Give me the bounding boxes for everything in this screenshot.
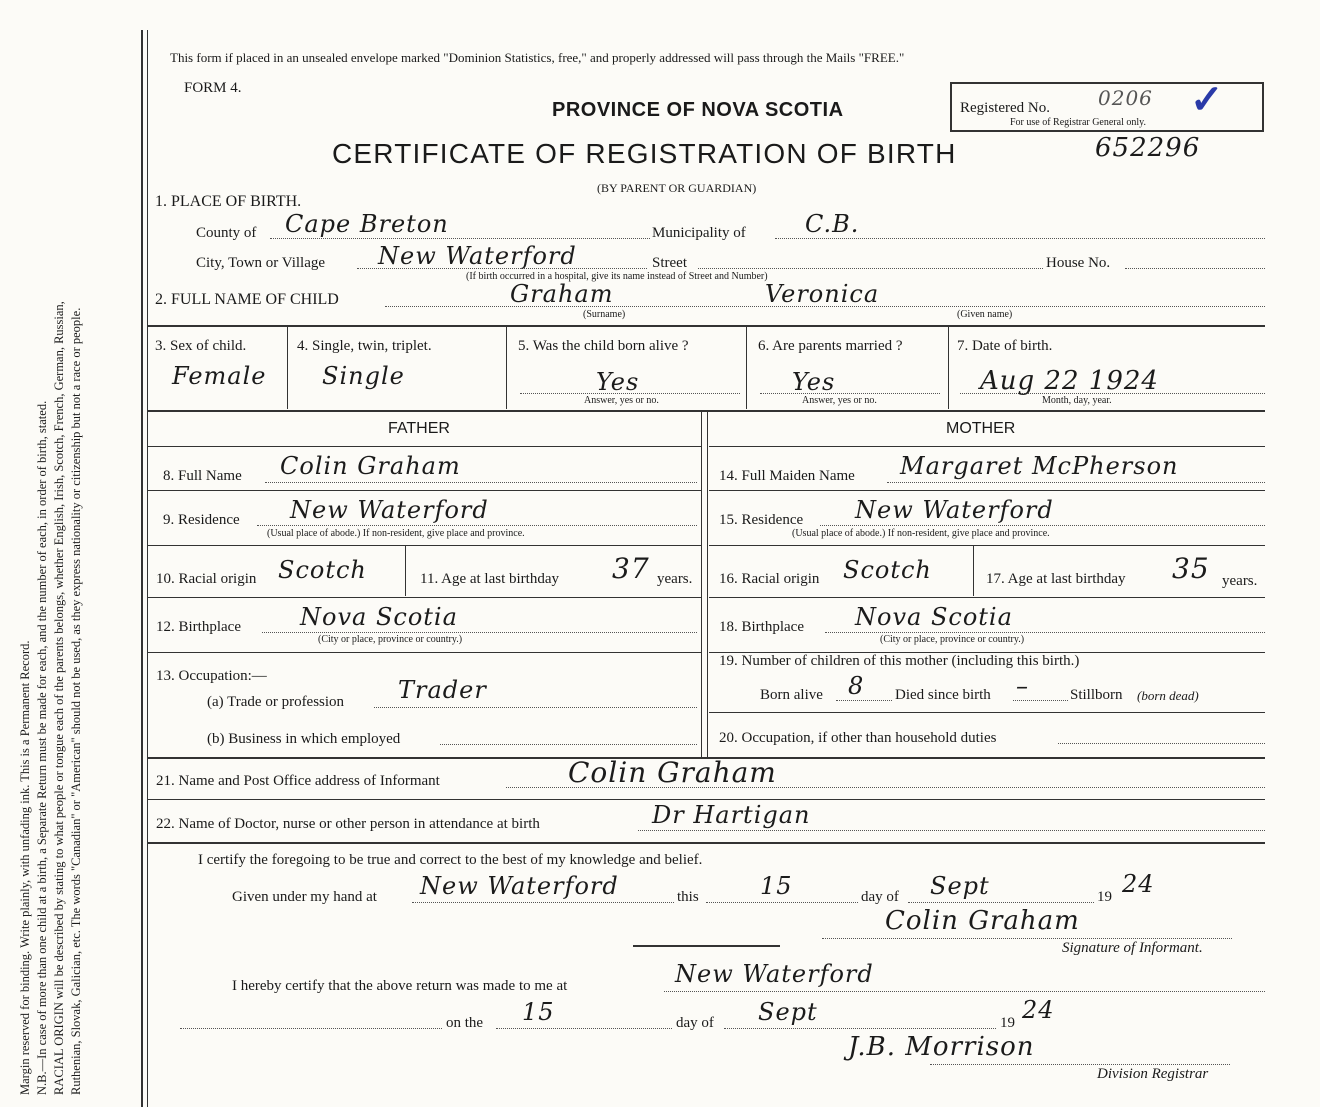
registrar-day-line [496, 1028, 672, 1029]
county-value: Cape Breton [285, 210, 449, 238]
dob-label: 7. Date of birth. [957, 338, 1053, 354]
mother-residence-label: 15. Residence [719, 512, 804, 528]
margin-note: Ruthenian, Slovak, Galician, etc. The words "Canadian" or "American" should not be used, as they express nationality or citizenship but not a race or people. [69, 307, 83, 1095]
divider [709, 490, 1265, 491]
page-subtitle: (BY PARENT OR GUARDIAN) [597, 181, 757, 195]
signature-label: Signature of Informant. [1062, 940, 1203, 956]
day-of-label: day of [861, 889, 899, 905]
sex-value: Female [172, 362, 267, 390]
registrar-certify-text: I hereby certify that the above return was made to me at [232, 978, 568, 994]
cell-divider [948, 327, 949, 409]
child-surname: Graham [510, 280, 614, 308]
left-border [141, 30, 143, 1107]
cell-divider [973, 546, 974, 596]
margin-note: N.B.—In case of more than one child at a birth, a Separate Return must be made for each, and the number of each, in order of birth, stated. [35, 400, 49, 1095]
city-value: New Waterford [378, 242, 577, 270]
father-name-line [265, 482, 697, 483]
informant-signature: Colin Graham [885, 906, 1080, 936]
mother-name-line [887, 482, 1265, 483]
married-value: Yes [792, 368, 836, 396]
mother-birthplace-label: 18. Birthplace [719, 619, 804, 635]
mother-race-label: 16. Racial origin [719, 571, 820, 587]
alive-label: 5. Was the child born alive ? [518, 338, 689, 354]
father-residence-note: (Usual place of abode.) If non-resident, give place and province. [267, 528, 525, 539]
given-note: (Given name) [957, 309, 1013, 320]
street-line [698, 268, 1043, 269]
single-value: Single [322, 362, 405, 390]
informant-label: 21. Name and Post Office address of Informant [156, 773, 440, 789]
margin-note: Margin reserved for binding. Write plainly, with unfading ink. This is a Permanent Record. [18, 640, 32, 1095]
died-label: Died since birth [895, 687, 991, 703]
registrar-day-of-label: day of [676, 1015, 714, 1031]
mail-note: This form if placed in an unsealed envelope marked "Dominion Statistics, free," and properly addressed will pass through the Mails "FREE." [170, 50, 905, 65]
mother-occupation-label: 20. Occupation, if other than household duties [719, 730, 997, 746]
mother-age-value: 35 [1172, 552, 1210, 585]
born-alive-line [836, 700, 892, 701]
municipality-value: C.B. [805, 210, 860, 238]
mother-name-label: 14. Full Maiden Name [719, 468, 855, 484]
registrar-place-value: New Waterford [675, 960, 874, 988]
father-age-value: 37 [612, 552, 650, 585]
trade-value: Trader [398, 676, 487, 704]
column-divider [701, 412, 702, 757]
city-label: City, Town or Village [196, 255, 326, 271]
cell-divider [287, 327, 288, 409]
died-line [1013, 700, 1068, 701]
mother-age-label: 17. Age at last birthday [986, 571, 1126, 587]
mother-heading: MOTHER [946, 420, 1016, 437]
month-line [908, 902, 1094, 903]
trade-line [374, 707, 697, 708]
answer-note: Answer, yes or no. [584, 395, 659, 406]
mother-residence-value: New Waterford [855, 496, 1054, 524]
alive-value: Yes [596, 368, 640, 396]
business-line [440, 744, 697, 745]
cell-divider [746, 327, 747, 409]
cert-day-value: 15 [760, 872, 793, 900]
divider [148, 842, 1265, 844]
born-alive-label: Born alive [760, 687, 823, 703]
check-icon: ✓ [1190, 77, 1224, 122]
answer-note: Answer, yes or no. [802, 395, 877, 406]
married-line [760, 393, 940, 394]
father-birthplace-line [262, 632, 697, 633]
mother-birthplace-note: (City or place, province or country.) [880, 634, 1025, 645]
doctor-line [638, 830, 1265, 831]
county-line [270, 238, 650, 239]
short-divider [633, 945, 780, 947]
father-residence-label: 9. Residence [163, 512, 240, 528]
house-line [1125, 268, 1265, 269]
place-heading: 1. PLACE OF BIRTH. [155, 193, 302, 210]
father-name-value: Colin Graham [280, 452, 461, 480]
registrar-year-prefix: 19 [1000, 1015, 1015, 1031]
mother-occupation-line [1058, 743, 1265, 744]
certify-text: I certify the foregoing to be true and correct to the best of my knowledge and belief. [198, 852, 703, 868]
surname-note: (Surname) [583, 309, 626, 320]
form-number: FORM 4. [184, 80, 242, 96]
given-place-value: New Waterford [420, 872, 619, 900]
this-label: this [677, 889, 699, 905]
single-label: 4. Single, twin, triplet. [297, 338, 432, 354]
dob-note: Month, day, year. [1042, 395, 1112, 406]
year-prefix: 19 [1097, 889, 1112, 905]
registrar-year-value: 24 [1022, 996, 1055, 1024]
divider [148, 597, 701, 598]
father-age-label: 11. Age at last birthday [420, 571, 559, 587]
father-heading: FATHER [388, 420, 450, 437]
doctor-label: 22. Name of Doctor, nurse or other person in attendance at birth [156, 816, 540, 832]
registrar-signature: J.B. Morrison [848, 1032, 1035, 1062]
cell-divider [405, 546, 406, 596]
divider [148, 325, 1265, 327]
cell-divider [506, 327, 507, 409]
dob-value: Aug 22 1924 [980, 366, 1159, 396]
child-name-label: 2. FULL NAME OF CHILD [155, 291, 339, 308]
registrar-leader-line [180, 1028, 442, 1029]
trade-label: (a) Trade or profession [207, 694, 345, 710]
divider [148, 652, 701, 653]
column-divider [707, 412, 708, 757]
registered-value: 0206 [1098, 86, 1153, 110]
mother-years: years. [1222, 573, 1258, 589]
child-given-name: Veronica [765, 280, 880, 308]
margin-note: RACIAL ORIGIN will be described by stating to what people or tongue each of the parents belongs, whether English, Irish, Scotch, French, German, Russian, [52, 301, 66, 1095]
father-birthplace-note: (City or place, province or country.) [318, 634, 463, 645]
registrar-note: For use of Registrar General only. [1010, 117, 1146, 128]
born-alive-value: 8 [848, 672, 865, 700]
father-years: years. [657, 571, 693, 587]
given-place-line [412, 902, 674, 903]
mother-name-value: Margaret McPherson [900, 452, 1179, 480]
municipality-label: Municipality of [652, 225, 746, 241]
father-birthplace-label: 12. Birthplace [156, 619, 241, 635]
cert-month-value: Sept [930, 872, 990, 900]
father-birthplace-value: Nova Scotia [300, 603, 458, 631]
municipality-line [775, 238, 1265, 239]
father-residence-value: New Waterford [290, 496, 489, 524]
registrar-signature-line [930, 1064, 1230, 1065]
left-border-inner [147, 30, 148, 1107]
mother-residence-note: (Usual place of abode.) If non-resident, give place and province. [792, 528, 1050, 539]
street-label: Street [652, 255, 687, 271]
married-label: 6. Are parents married ? [758, 338, 903, 354]
divider [148, 446, 701, 447]
father-name-label: 8. Full Name [163, 468, 242, 484]
county-label: County of [196, 225, 257, 241]
mother-birthplace-line [825, 632, 1265, 633]
registrar-sig-label: Division Registrar [1097, 1066, 1209, 1082]
day-line [706, 902, 858, 903]
died-value: – [1016, 672, 1029, 700]
father-residence-line [257, 525, 697, 526]
registered-label: Registered No. [960, 100, 1050, 116]
stillborn-label: Stillborn [1070, 687, 1123, 703]
cert-number: 652296 [1095, 133, 1201, 163]
page-title: CERTIFICATE OF REGISTRATION OF BIRTH [332, 138, 957, 169]
divider [709, 446, 1265, 447]
mother-residence-line [820, 525, 1265, 526]
registrar-month-line [724, 1028, 996, 1029]
occupation-heading: 13. Occupation:— [156, 668, 267, 684]
cert-year-value: 24 [1122, 870, 1155, 898]
divider [709, 597, 1265, 598]
registrar-place-line [664, 991, 1265, 992]
divider [148, 490, 701, 491]
informant-value: Colin Graham [568, 756, 777, 789]
divider [709, 712, 1265, 713]
signature-line [822, 938, 1232, 939]
mother-birthplace-value: Nova Scotia [855, 603, 1013, 631]
stillborn-note: (born dead) [1137, 688, 1199, 703]
father-race-label: 10. Racial origin [156, 571, 257, 587]
divider [148, 545, 701, 546]
margin-notes [18, 35, 86, 1095]
sex-label: 3. Sex of child. [155, 338, 247, 354]
house-label: House No. [1046, 255, 1111, 271]
doctor-value: Dr Hartigan [652, 801, 811, 829]
registrar-month-value: Sept [758, 998, 818, 1026]
on-the-label: on the [446, 1015, 484, 1031]
province-title: PROVINCE OF NOVA SCOTIA [552, 99, 844, 121]
mother-race-value: Scotch [843, 556, 932, 584]
hospital-note: (If birth occurred in a hospital, give its name instead of Street and Number) [466, 271, 768, 282]
divider [148, 799, 1265, 800]
children-label: 19. Number of children of this mother (including this birth.) [719, 653, 1080, 669]
business-label: (b) Business in which employed [207, 731, 401, 747]
divider [709, 545, 1265, 546]
father-race-value: Scotch [278, 556, 367, 584]
registrar-day-value: 15 [522, 998, 555, 1026]
given-label: Given under my hand at [232, 889, 377, 905]
